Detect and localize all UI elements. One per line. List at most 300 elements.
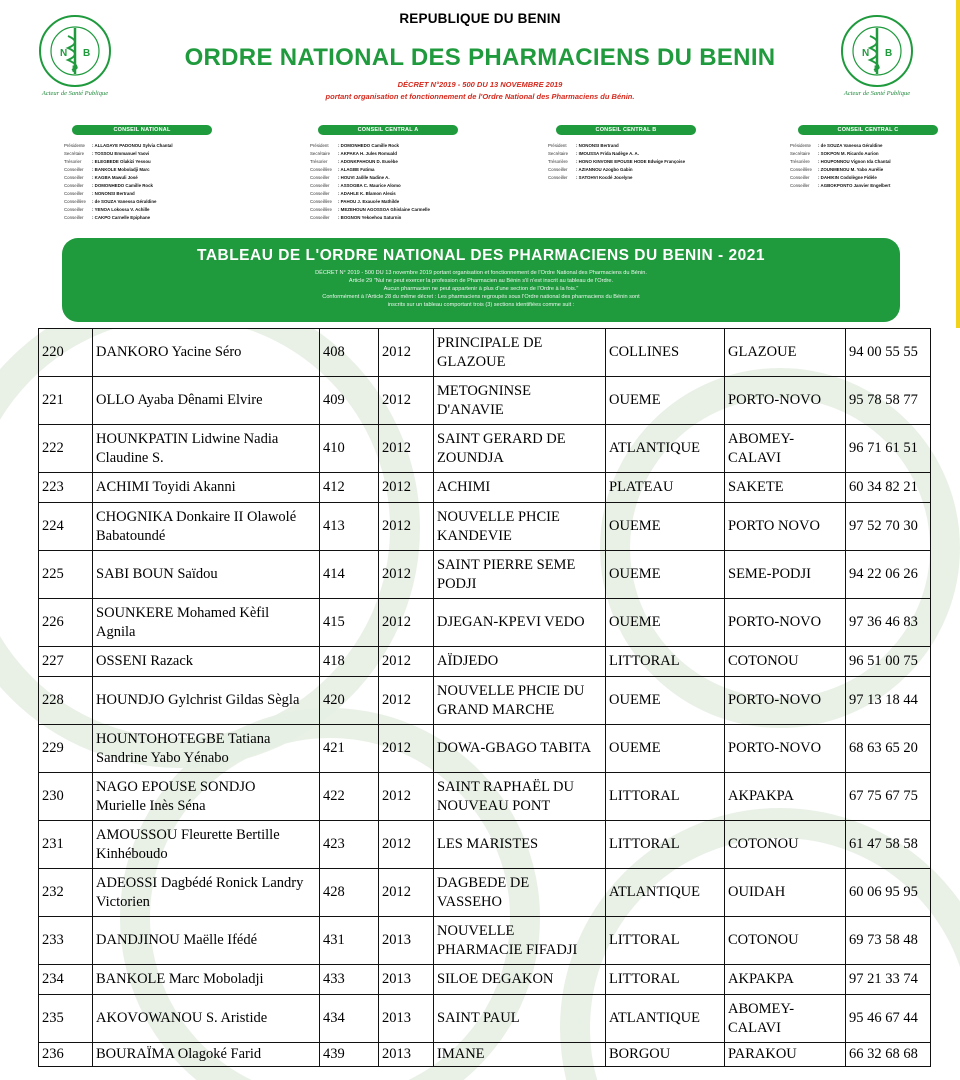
council-member — [790, 150, 960, 158]
council-member — [310, 166, 525, 174]
order-number-cell: 409 — [320, 377, 379, 425]
council-title: CONSEIL CENTRAL C — [798, 125, 938, 135]
registration-year-cell: 2012 — [379, 599, 434, 647]
phone-number-cell: 97 36 46 83 — [846, 599, 931, 647]
pharmacy-name-line: SAINT PAUL — [437, 1010, 520, 1026]
pharmacy-name-line: ZOUNDJA — [437, 449, 504, 466]
member-name: : IMOUSSA Frida Nadège A. A. — [576, 151, 639, 156]
member-name: : NONONSI Bertrand — [576, 143, 619, 148]
pharmacist-name-cell — [93, 869, 320, 917]
logo-letter-p: P — [72, 64, 79, 74]
department-cell: ATLANTIQUE — [606, 995, 725, 1043]
city-line: PORTO-NOVO — [728, 392, 822, 408]
council-member — [64, 190, 279, 198]
pharmacy-name-line: SILOE DEGAKON — [437, 971, 554, 987]
city-cell — [725, 869, 846, 917]
registration-year-cell: 2013 — [379, 917, 434, 965]
city-line: GLAZOUE — [728, 344, 797, 360]
banner-line: DÉCRET N° 2019 - 500 DU 13 novembre 2019 portant organisation et fonctionnement de l'Ordre National des Pharmaciens du Bénin. — [315, 270, 647, 276]
member-role: Conseillère — [310, 199, 332, 204]
row-number-cell: 231 — [39, 821, 93, 869]
council-member — [548, 174, 763, 182]
council-member — [310, 150, 525, 158]
council-member — [310, 206, 525, 214]
order-number-cell: 434 — [320, 995, 379, 1043]
pharmacist-table-section — [0, 328, 960, 1080]
member-name: : ADONKPAHOUN D. Eusèbe — [338, 159, 398, 164]
pharmacy-name-cell — [434, 917, 606, 965]
pharmacy-name-cell — [434, 425, 606, 473]
banner-line: inscrits sur un tableau comportant trois (3) sections identifiées comme suit : — [387, 302, 575, 308]
council-member — [310, 190, 525, 198]
council-central-c — [790, 125, 960, 190]
pharmacy-name-cell — [434, 821, 606, 869]
phone-number-cell: 94 22 06 26 — [846, 551, 931, 599]
row-number-cell: 228 — [39, 677, 93, 725]
department-cell: OUEME — [606, 377, 725, 425]
pharmacy-name-line: NOUVELLE — [437, 922, 515, 939]
member-role: Conseiller — [64, 167, 84, 172]
pharmacy-name-cell — [434, 1043, 606, 1067]
city-cell — [725, 917, 846, 965]
pharmacy-name-line: GRAND MARCHE — [437, 701, 555, 718]
department-cell: OUEME — [606, 599, 725, 647]
logo-caption-left: Acteur de Santé Publique — [41, 90, 109, 97]
tableau-title: TABLEAU DE L'ORDRE NATIONAL DES PHARMACIENS DU BENIN - 2021 — [197, 247, 765, 264]
logo-letter-n: N — [60, 48, 68, 59]
member-role: Trésorière — [790, 159, 810, 164]
council-member — [64, 206, 279, 214]
registration-year-cell: 2012 — [379, 329, 434, 377]
member-role: Secrétaire — [64, 151, 85, 156]
phone-number-cell: 96 51 00 75 — [846, 647, 931, 677]
council-member — [548, 158, 763, 166]
member-role: Conseillère — [790, 167, 812, 172]
member-role: Président — [310, 143, 329, 148]
pharmacist-name-cell — [93, 377, 320, 425]
pharmacist-name-cell — [93, 425, 320, 473]
city-cell — [725, 599, 846, 647]
city-line: COTONOU — [728, 932, 799, 948]
table-row — [39, 503, 931, 551]
pharmacy-name-cell — [434, 725, 606, 773]
pharmacist-name-line: Agnila — [96, 623, 136, 640]
pharmacist-name-line: Babatoundé — [96, 527, 166, 544]
pharmacy-name-line: NOUVEAU PONT — [437, 797, 551, 814]
city-line: PORTO-NOVO — [728, 692, 822, 708]
city-line: SEME-PODJI — [728, 566, 811, 582]
document-header — [0, 0, 960, 328]
row-number-cell: 234 — [39, 965, 93, 995]
table-row — [39, 677, 931, 725]
pharmacy-name-line: AÏDJEDO — [437, 653, 499, 669]
council-member — [64, 214, 279, 222]
pharmacist-table — [38, 328, 931, 1067]
department-cell: OUEME — [606, 551, 725, 599]
city-cell — [725, 995, 846, 1043]
registration-year-cell: 2012 — [379, 377, 434, 425]
department-cell: ATLANTIQUE — [606, 869, 725, 917]
order-number-cell: 439 — [320, 1043, 379, 1067]
logo-letter-n: N — [862, 48, 870, 59]
city-cell — [725, 551, 846, 599]
order-number-cell: 415 — [320, 599, 379, 647]
pharmacist-name-cell — [93, 965, 320, 995]
council-member — [548, 142, 763, 150]
council-title: CONSEIL CENTRAL A — [318, 125, 458, 135]
pharmacy-name-cell — [434, 965, 606, 995]
pharmacy-name-line: KANDEVIE — [437, 527, 512, 544]
registration-year-cell: 2013 — [379, 995, 434, 1043]
banner-line: Article 29 "Nul ne peut exercer la profession de Pharmacien au Bénin s'il n'est inscrit au tableau de l'Ordre. — [348, 278, 614, 284]
member-role: Conseillère — [310, 207, 332, 212]
council-member — [310, 214, 525, 222]
pharmacist-name-line: Victorien — [96, 893, 150, 910]
council-member — [790, 158, 960, 166]
city-line: ABOMEY- — [728, 430, 795, 447]
row-number-cell: 230 — [39, 773, 93, 821]
pharmacist-name-line: HOUNDJO Gylchrist Gildas Sègla — [96, 692, 300, 708]
table-row — [39, 965, 931, 995]
pharmacist-name-line: OSSENI Razack — [96, 653, 194, 669]
decree-reference: DÉCRET N°2019 - 500 DU 13 NOVEMBRE 2019 — [397, 80, 563, 89]
pharmacist-name-line: OLLO Ayaba Dênami Elvire — [96, 392, 263, 408]
row-number-cell: 225 — [39, 551, 93, 599]
member-role: Conseillère — [64, 199, 86, 204]
pharmacy-name-cell — [434, 599, 606, 647]
member-name: : MEZEHOUN AGOSSOA Ghislaine Carmelle — [338, 207, 430, 212]
council-members — [790, 142, 960, 190]
pharmacist-name-cell — [93, 821, 320, 869]
pharmacist-name-cell — [93, 473, 320, 503]
member-name: : KAGBA Mawuli José — [92, 175, 138, 180]
council-title: CONSEIL CENTRAL B — [556, 125, 696, 135]
member-name: : DOMONHEDO Camille Rock — [338, 143, 399, 148]
city-line: PARAKOU — [728, 1046, 797, 1062]
table-row — [39, 599, 931, 647]
member-role: Conseiller — [310, 191, 330, 196]
member-role: Conseiller — [310, 215, 330, 220]
council-member — [790, 142, 960, 150]
department-cell: COLLINES — [606, 329, 725, 377]
pharmacy-name-cell — [434, 377, 606, 425]
pharmacist-name-cell — [93, 551, 320, 599]
city-cell — [725, 425, 846, 473]
pharmacist-name-line: DANKORO Yacine Séro — [96, 344, 242, 360]
phone-number-cell: 94 00 55 55 — [846, 329, 931, 377]
pharmacist-name-line: Sandrine Yabo Yénabo — [96, 749, 229, 766]
member-name: : de SOUZA Vanessa Géraldine — [92, 199, 157, 204]
pharmacist-name-line: HOUNKPATIN Lidwine Nadia — [96, 430, 279, 447]
city-line: COTONOU — [728, 836, 799, 852]
pharmacist-name-cell — [93, 503, 320, 551]
member-name: : ELEGBEDE Olakizi Yessou — [92, 159, 151, 164]
city-cell — [725, 377, 846, 425]
pharmacist-name-cell — [93, 725, 320, 773]
city-cell — [725, 773, 846, 821]
city-line: OUIDAH — [728, 884, 786, 900]
row-number-cell: 236 — [39, 1043, 93, 1067]
member-role: Conseiller — [548, 167, 568, 172]
table-row — [39, 1043, 931, 1067]
pharmacy-name-cell — [434, 869, 606, 917]
table-row — [39, 377, 931, 425]
pharmacist-name-line: HOUNTOHOTEGBE Tatiana — [96, 730, 271, 747]
department-cell: LITTORAL — [606, 821, 725, 869]
council-member — [310, 142, 525, 150]
table-row — [39, 869, 931, 917]
council-member — [64, 174, 279, 182]
pharmacy-name-line: GLAZOUE — [437, 353, 506, 370]
council-member — [64, 158, 279, 166]
member-role: Conseiller — [64, 207, 84, 212]
pharmacy-name-cell — [434, 647, 606, 677]
member-role: Secrétaire — [790, 151, 811, 156]
council-central-a — [310, 125, 525, 222]
council-member — [310, 182, 525, 190]
council-member — [310, 198, 525, 206]
member-name: : CAKPO Carnelle Epiphane — [92, 215, 151, 220]
member-role: Secrétaire — [548, 151, 569, 156]
member-name: : DAHIKIN Codolègne Fidèle — [818, 175, 877, 180]
city-line: ABOMEY- — [728, 1000, 795, 1017]
banner-line: Conformément à l'Article 28 du même décret : Les pharmaciens regroupés sous l'Ordre national des pharmaciens du Bénin sont — [322, 294, 640, 300]
city-line: SAKETE — [728, 479, 784, 495]
city-line: AKPAKPA — [728, 788, 794, 804]
member-name: : YENOA Lokossa V. Achille — [92, 207, 150, 212]
member-name: : ZOUNMENOU M. Yabo Aurélie — [818, 167, 884, 172]
city-cell — [725, 329, 846, 377]
table-row — [39, 551, 931, 599]
member-role: Trésorier — [64, 159, 82, 164]
pharmacy-name-line: PRINCIPALE DE — [437, 334, 543, 351]
department-cell: OUEME — [606, 677, 725, 725]
council-members — [310, 142, 525, 222]
pharmacist-name-line: Murielle Inès Séna — [96, 797, 206, 814]
table-row — [39, 725, 931, 773]
department-cell: BORGOU — [606, 1043, 725, 1067]
pharmacist-name-line: ADEOSSI Dagbédé Ronick Landry — [96, 874, 304, 891]
order-number-cell: 423 — [320, 821, 379, 869]
member-name: : BOGNON Yekoehou Saturnin — [338, 215, 402, 220]
pharmacist-name-line: SOUNKERE Mohamed Kèfil — [96, 604, 270, 621]
row-number-cell: 224 — [39, 503, 93, 551]
city-line: PORTO NOVO — [728, 518, 820, 534]
pharmacy-name-line: LES MARISTES — [437, 836, 539, 852]
tableau-banner — [62, 238, 900, 322]
pharmacist-name-cell — [93, 773, 320, 821]
registration-year-cell: 2012 — [379, 647, 434, 677]
pharmacy-name-cell — [434, 473, 606, 503]
row-number-cell: 229 — [39, 725, 93, 773]
member-name: : DOMONHEDO Camille Rock — [92, 183, 153, 188]
council-member — [64, 150, 279, 158]
registration-year-cell: 2013 — [379, 1043, 434, 1067]
member-name: : HONO KINVONE EPOUSE HODE Edwige Françoise — [576, 159, 686, 164]
member-name: : SOKPON M. Ricardo Aurion — [818, 151, 879, 156]
order-number-cell: 418 — [320, 647, 379, 677]
pharmacist-name-line: DANDJINOU Maëlle Ifédé — [96, 932, 258, 948]
city-cell — [725, 677, 846, 725]
pharmacy-name-line: ACHIMI — [437, 479, 491, 495]
pharmacy-name-line: PHARMACIE FIFADJI — [437, 941, 578, 958]
member-name: : HOUVI Jaôlle Nadine A. — [338, 175, 390, 180]
table-row — [39, 917, 931, 965]
table-row — [39, 773, 931, 821]
registration-year-cell: 2012 — [379, 503, 434, 551]
phone-number-cell: 60 34 82 21 — [846, 473, 931, 503]
pharmacy-name-cell — [434, 773, 606, 821]
order-number-cell: 408 — [320, 329, 379, 377]
table-row — [39, 995, 931, 1043]
pharmacist-name-line: SABI BOUN Saïdou — [96, 566, 218, 582]
table-row — [39, 473, 931, 503]
pharmacy-name-line: DOWA-GBAGO TABITA — [437, 740, 592, 756]
member-role: Conseiller — [310, 183, 330, 188]
pharmacy-name-line: SAINT PIERRE SEME — [437, 556, 576, 573]
row-number-cell: 220 — [39, 329, 93, 377]
pharmacy-name-line: PODJI — [437, 575, 477, 592]
pharmacist-name-cell — [93, 995, 320, 1043]
council-members — [548, 142, 763, 182]
phone-number-cell: 96 71 61 51 — [846, 425, 931, 473]
phone-number-cell: 60 06 95 95 — [846, 869, 931, 917]
council-member — [548, 166, 763, 174]
council-member — [790, 182, 960, 190]
registration-year-cell: 2012 — [379, 677, 434, 725]
city-line: PORTO-NOVO — [728, 614, 822, 630]
order-number-cell: 433 — [320, 965, 379, 995]
row-number-cell: 226 — [39, 599, 93, 647]
pharmacy-name-line: DJEGAN-KPEVI VEDO — [437, 614, 585, 630]
department-cell: OUEME — [606, 503, 725, 551]
phone-number-cell: 97 13 18 44 — [846, 677, 931, 725]
table-row — [39, 647, 931, 677]
pharmacy-name-cell — [434, 995, 606, 1043]
order-number-cell: 413 — [320, 503, 379, 551]
member-role: Présidente — [790, 143, 811, 148]
member-name: : ADAHLE K. Blamon Alexis — [338, 191, 396, 196]
pharmacist-name-cell — [93, 647, 320, 677]
member-role: Conseiller — [64, 175, 84, 180]
council-national — [64, 125, 279, 222]
council-member — [310, 174, 525, 182]
council-members — [64, 142, 279, 222]
phone-number-cell: 97 52 70 30 — [846, 503, 931, 551]
pharmacist-name-line: AKOVOWANOU S. Aristide — [96, 1010, 268, 1026]
row-number-cell: 233 — [39, 917, 93, 965]
logo-caption-right: Acteur de Santé Publique — [843, 90, 911, 97]
pharmacy-name-line: SAINT RAPHAËL DU — [437, 778, 574, 795]
member-name: : HOUPONNOU Vignon Ida Chantal — [818, 159, 891, 164]
member-role: Conseiller — [64, 183, 84, 188]
pharmacist-name-cell — [93, 677, 320, 725]
row-number-cell: 235 — [39, 995, 93, 1043]
pharmacy-name-cell — [434, 503, 606, 551]
council-member — [64, 198, 279, 206]
order-number-cell: 428 — [320, 869, 379, 917]
member-name: : SATOHVI Kocdé Jocelyne — [576, 175, 633, 180]
row-number-cell: 227 — [39, 647, 93, 677]
logo-letter-p: P — [874, 64, 881, 74]
pharmacy-name-cell — [434, 677, 606, 725]
city-cell — [725, 965, 846, 995]
member-role: Conseiller — [548, 175, 568, 180]
pharmacist-name-cell — [93, 1043, 320, 1067]
member-role: Conseillère — [310, 167, 332, 172]
member-name: : NONONSI Bertrand — [92, 191, 135, 196]
pharmacy-name-line: NOUVELLE PHCIE DU — [437, 682, 585, 699]
member-role: Secrétaire — [310, 151, 331, 156]
logo-letter-b: B — [83, 48, 91, 59]
council-member — [790, 166, 960, 174]
city-line: CALAVI — [728, 449, 781, 466]
row-number-cell: 232 — [39, 869, 93, 917]
pharmacy-name-line: IMANE — [437, 1046, 485, 1062]
city-line: PORTO-NOVO — [728, 740, 822, 756]
city-line: COTONOU — [728, 653, 799, 669]
member-role: Conseiller — [64, 215, 84, 220]
phone-number-cell: 95 46 67 44 — [846, 995, 931, 1043]
registration-year-cell: 2012 — [379, 551, 434, 599]
city-line: AKPAKPA — [728, 971, 794, 987]
pharmacist-name-line: BOURAÏMA Olagoké Farid — [96, 1046, 262, 1062]
table-row — [39, 329, 931, 377]
pharmacy-name-line: METOGNINSE — [437, 382, 531, 399]
department-cell: LITTORAL — [606, 647, 725, 677]
pharmacist-name-line: CHOGNIKA Donkaire II Olawolé — [96, 508, 297, 525]
pharmacy-name-line: SAINT GERARD DE — [437, 430, 566, 447]
row-number-cell: 222 — [39, 425, 93, 473]
pharmacist-name-line: Claudine S. — [96, 449, 164, 466]
registration-year-cell: 2012 — [379, 725, 434, 773]
member-role: Président — [548, 143, 567, 148]
registration-year-cell: 2012 — [379, 869, 434, 917]
council-member — [64, 142, 279, 150]
member-role: Conseiller — [310, 175, 330, 180]
member-name: : TOSSOU Emmanuel Yaovi — [92, 151, 150, 156]
order-number-cell: 410 — [320, 425, 379, 473]
member-name: : PAHOU J. Exaucée Mathilde — [338, 199, 400, 204]
council-title: CONSEIL NATIONAL — [72, 125, 212, 135]
city-line: CALAVI — [728, 1019, 781, 1036]
phone-number-cell: 68 63 65 20 — [846, 725, 931, 773]
table-row — [39, 821, 931, 869]
registration-year-cell: 2012 — [379, 773, 434, 821]
row-number-cell: 223 — [39, 473, 93, 503]
member-role: Présidente — [64, 143, 85, 148]
order-number-cell: 431 — [320, 917, 379, 965]
council-member — [790, 174, 960, 182]
city-cell — [725, 1043, 846, 1067]
republic-heading: REPUBLIQUE DU BENIN — [399, 11, 561, 26]
phone-number-cell: 61 47 58 58 — [846, 821, 931, 869]
pharmacist-name-line: NAGO EPOUSE SONDJO — [96, 778, 256, 795]
phone-number-cell: 95 78 58 77 — [846, 377, 931, 425]
phone-number-cell: 66 32 68 68 — [846, 1043, 931, 1067]
pharmacy-name-line: DAGBEDE DE — [437, 874, 530, 891]
city-cell — [725, 647, 846, 677]
city-cell — [725, 821, 846, 869]
order-number-cell: 420 — [320, 677, 379, 725]
order-number-cell: 421 — [320, 725, 379, 773]
member-role: Trésorier — [310, 159, 328, 164]
row-number-cell: 221 — [39, 377, 93, 425]
member-name: : BANKOLE Moboladji Marc — [92, 167, 150, 172]
order-number-cell: 414 — [320, 551, 379, 599]
page-title: ORDRE NATIONAL DES PHARMACIENS DU BENIN — [184, 44, 776, 71]
member-role: Trésorière — [548, 159, 568, 164]
